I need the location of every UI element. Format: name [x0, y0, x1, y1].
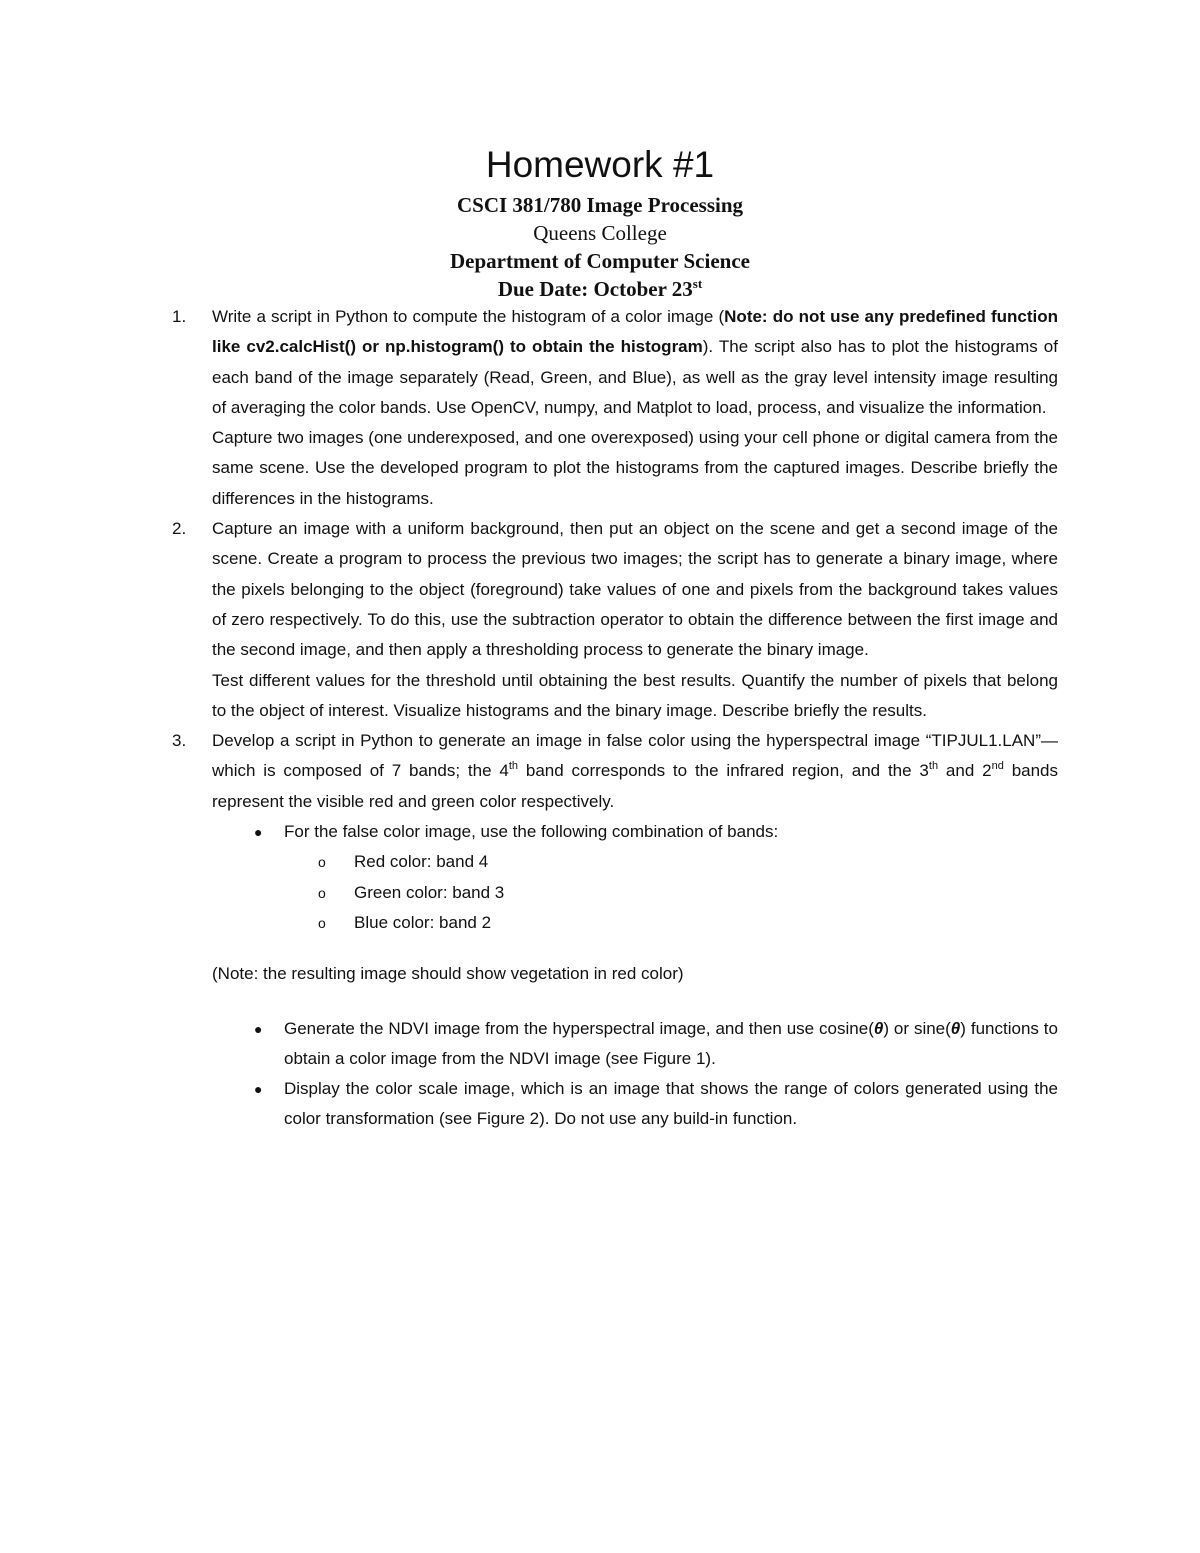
theta-symbol: θ: [873, 1018, 884, 1038]
question-1: [0, 302, 1058, 514]
due-date-suffix: st: [692, 276, 703, 291]
department-name: Department of Computer Science: [450, 249, 750, 273]
sub-bullet-item: [0, 878, 954, 908]
text-span: Generate the NDVI image from the hyperspectral image, and then use cosine(: [284, 1018, 874, 1038]
bullet-item: [0, 817, 1058, 847]
assignment-body: [0, 302, 1200, 1135]
question-number: 1.: [172, 307, 187, 326]
sub-bullet-text: Red color: band 4: [354, 852, 489, 872]
due-date: [0, 276, 1200, 302]
sub-bullet-marker: o: [318, 914, 326, 931]
course-name: CSCI 381/780 Image Processing: [456, 193, 744, 217]
superscript: nd: [991, 760, 1004, 773]
text-span: ) or sine(: [883, 1018, 951, 1038]
text-span: bands represent the visible red and green color respectively.: [212, 761, 1059, 811]
question-2: [0, 514, 1058, 726]
bullet-text: Display the color scale image, which is an image that shows the range of colors generated using the color transformation (see Figure 2). Do not use any build-in function.: [284, 1079, 1058, 1129]
bullet-marker: ●: [254, 1020, 263, 1037]
question-paragraph: Test different values for the threshold until obtaining the best results. Quantify the number of pixels that belong to the object of interest. Visualize histograms and the binary image. Describe briefly the results.: [212, 670, 1058, 720]
bullet-item: [0, 1014, 1058, 1075]
question-paragraph: [212, 302, 1058, 423]
question-number: 3.: [172, 731, 187, 751]
bullet-marker: ●: [254, 824, 263, 841]
spacer: [0, 938, 1200, 959]
bullet-text: For the false color image, use the following combination of bands:: [284, 822, 779, 842]
text-span: and 2: [938, 761, 992, 781]
question-paragraph: Capture two images (one underexposed, and one overexposed) using your cell phone or digital camera from the same scene. Use the developed program to plot the histograms from the captured images. Describe briefly the differences in the histograms.: [212, 428, 1058, 508]
page-title: Homework #1: [485, 144, 715, 185]
sub-bullet-text: Blue color: band 2: [354, 912, 492, 932]
superscript: th: [928, 760, 939, 773]
text-span: band corresponds to the infrared region, and the 3: [518, 761, 929, 781]
question-number: 2.: [172, 519, 187, 539]
bullet-text: [284, 1014, 1058, 1075]
note-text: (Note: the resulting image should show vegetation in red color): [212, 964, 684, 984]
text-span: ) functions to obtain a color image from the NDVI image (see Figure 1).: [284, 1018, 1058, 1068]
sub-bullet-item: [0, 847, 954, 877]
note-bold: Note: do not use any predefined function like cv2.calcHist() or np.histogram() to obtain the histogram: [212, 307, 1058, 357]
college-name: Queens College: [533, 221, 667, 245]
text-span: Write a script in Python to compute the histogram of a color image (: [212, 307, 725, 326]
text-span: ). The script also has to plot the histograms of each band of the image separately (Read, Green, and Blue), as well as the gray level intensity image resulting of averaging the color bands. Use OpenCV, numpy, and Matplot to load, process, and visualize the information.: [212, 337, 1058, 417]
text-span: Develop a script in Python to generate an image in false color using the hyperspectral image “TIPJUL1.LAN”—which is composed of 7 bands; the 4: [212, 731, 1058, 781]
superscript: th: [508, 760, 519, 773]
sub-bullet-item: [0, 908, 954, 938]
question-3: [0, 726, 1058, 817]
due-date-text: Due Date: October 23: [497, 277, 693, 301]
bullet-item: [0, 1074, 1058, 1135]
question-paragraph: [212, 726, 1058, 817]
vegetation-note: [0, 959, 1058, 989]
question-paragraph: Capture an image with a uniform background, then put an object on the scene and get a second image of the scene. Create a program to process the previous two images; the script has to generate a binary image, where the pixels belonging to the object (foreground) take values of one and pixels from the background takes values of zero respectively. To do this, use the subtraction operator to obtain the difference between the first image and the second image, and then apply a thresholding process to generate the binary image.: [212, 519, 1058, 660]
spacer: [0, 990, 1200, 1014]
sub-bullet-text: Green color: band 3: [354, 882, 505, 902]
theta-symbol: θ: [950, 1018, 961, 1038]
bullet-marker: ●: [254, 1081, 263, 1098]
sub-bullet-marker: o: [318, 854, 326, 871]
sub-bullet-marker: o: [318, 884, 326, 901]
